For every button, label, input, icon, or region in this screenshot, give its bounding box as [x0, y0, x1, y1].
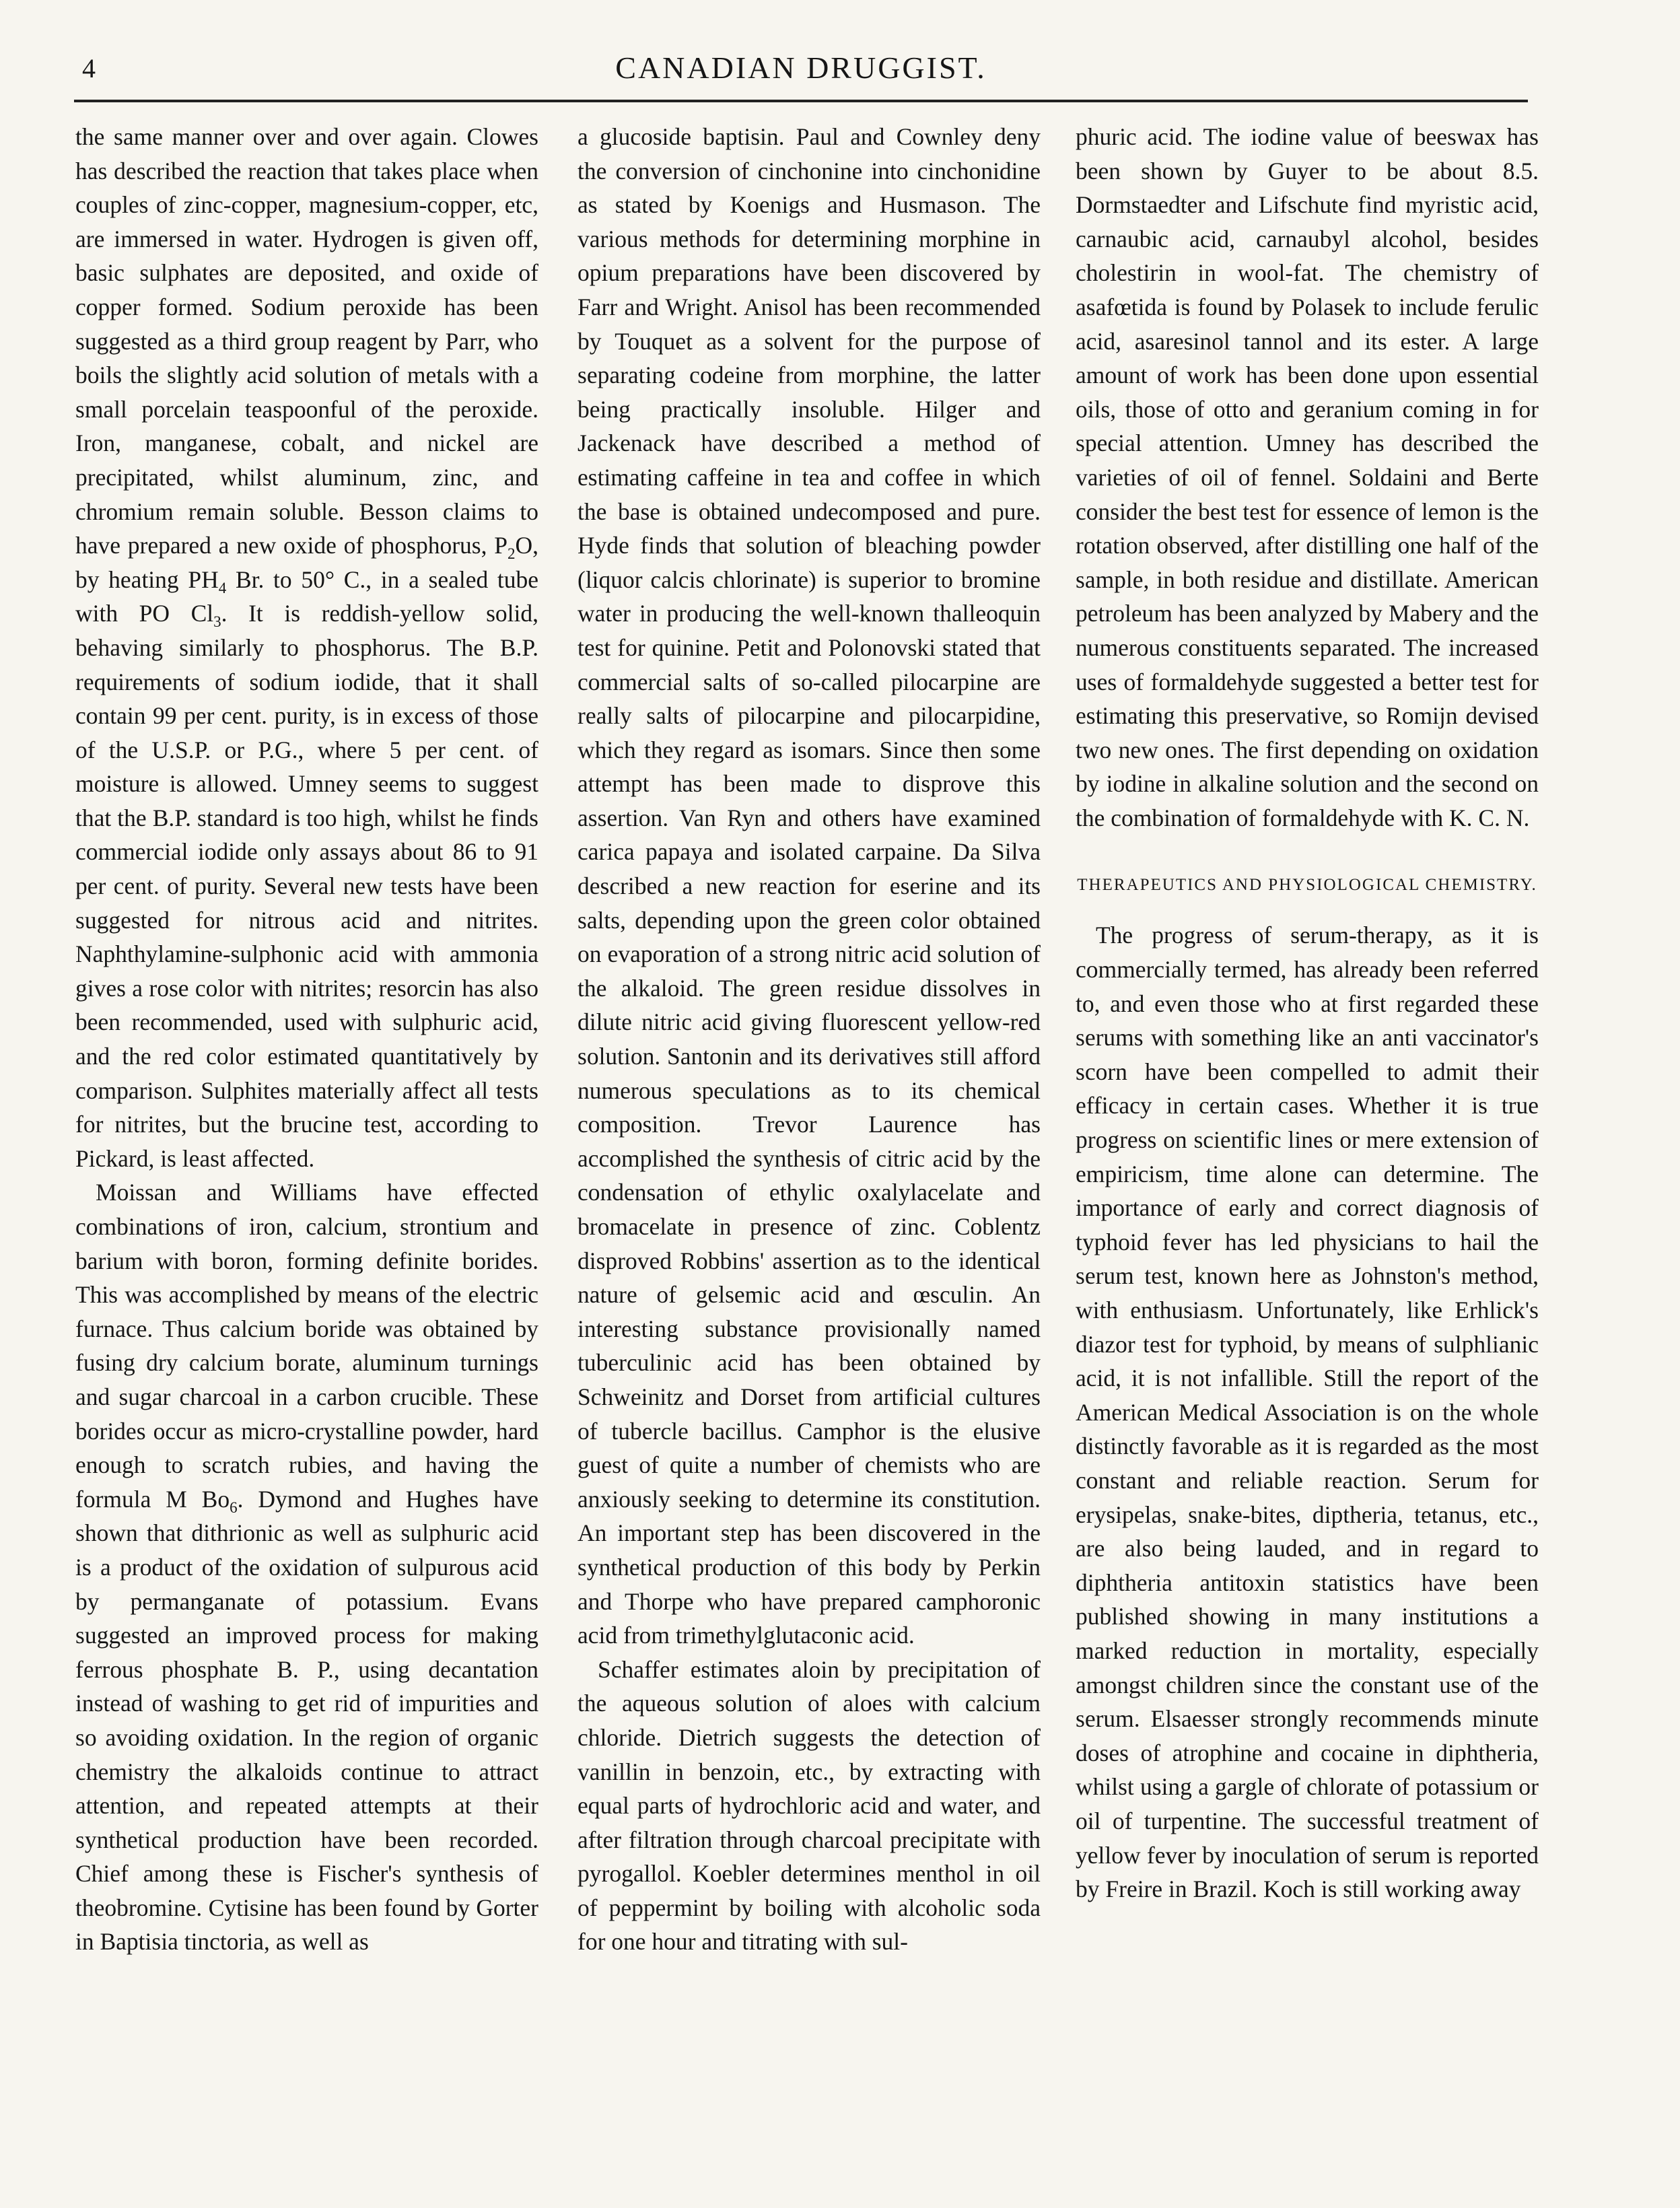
journal-title: CANADIAN DRUGGIST. [615, 50, 987, 85]
paragraph: a glucoside baptisin. Paul and Cownley deny the conversion of cinchonine into cinchonidine as stated by Koenigs and Husmason. The various methods for determining morphine in opium preparations have been discovered by Farr and Wright. Anisol has been recommended by Touquet as a solvent for the purpose of separating codeine from morphine, the latter being practically insoluble. Hilger and Jackenack have described a method of estimating caffeine in tea and coffee in which the base is obtained undecomposed and pure. Hyde finds that solution of bleaching powder (liquor calcis chlorinate) is superior to bromine water in producing the well-known thalleoquin test for quinine. Petit and Polonovski stated that commercial salts of so-called pilocarpine are really salts of pilocarpine and pilocarpidine, which they regard as isomars. Since then some attempt has been made to disprove this assertion. Van Ryn and others have examined carica papaya and isolated carpaine. Da Silva described a new reaction for eserine and its salts, depending upon the green color obtained on evaporation of a strong nitric acid solution of the alkaloid. The green residue dissolves in dilute nitric acid giving fluorescent yellow-red solution. Santonin and its derivatives still afford numerous speculations as to its chemical composition. Trevor Laurence has accomplished the synthesis of citric acid by the condensation of ethylic oxalylacelate and bromacelate in presence of zinc. Coblentz disproved Robbins' assertion as to the identical nature of gelsemic acid and œsculin. An interesting substance provisionally named tuberculinic acid has been obtained by Schweinitz and Dorset from artificial cultures of tubercle bacillus. Camphor is the elusive guest of quite a number of chemists who are anxiously seeking to determine its constitution. An important step has been discovered in the synthetical production of this body by Perkin and Thorpe who have prepared camphoronic acid from trimethylglutaconic acid. [578, 123, 1041, 1649]
text-column-3 [1076, 120, 1539, 2166]
page-header [74, 48, 1528, 102]
paragraph: Schaffer estimates aloin by precipitation of the aqueous solution of aloes with calcium chloride. Dietrich suggests the detection of vanillin in benzoin, etc., by extracting with equal parts of hydrochloric acid and water, and after filtration through charcoal precipitate with pyrogallol. Koebler determines menthol in oil of peppermint by boiling with alcoholic soda for one hour and titrating with sul- [578, 1655, 1041, 1956]
header-rule [74, 100, 1528, 102]
text-column-1 [75, 120, 538, 2166]
text-column-2 [578, 120, 1041, 2166]
paragraph: Moissan and Williams have effected combinations of iron, calcium, strontium and barium with boron, forming definite borides. This was accomplished by means of the electric furnace. Thus calcium boride was obtained by fusing dry calcium borate, aluminum turnings and sugar charcoal in a carbon crucible. These borides occur as micro-crystalline powder, hard enough to scratch rubies, and having the formula M $Bo_6$. Dymond and Hughes have shown that dithrionic as well as sulphuric acid is a product of the oxidation of sulpurous acid by permanganate of potassium. Evans suggested an improved process for making ferrous phosphate B. P., using decantation instead of washing to get rid of impurities and so avoiding oxidation. In the region of organic chemistry the alkaloids continue to attract attention, and repeated attempts at their synthetical production have been recorded. Chief among these is Fischer's synthesis of theobromine. Cytisine has been found by Gorter in Baptisia tinctoria, as well as [75, 1179, 538, 1956]
section-heading: THERAPEUTICS AND PHYSIOLOGICAL CHEMISTRY. [1077, 876, 1537, 895]
paragraph: The progress of serum-therapy, as it is commercially termed, has already been referred to, and even those who at first regarded these serums with something like an anti vaccinator's scorn have been compelled to admit their efficacy in certain cases. Whether it is true progress on scientific lines or mere extension of empiricism, time alone can determine. The importance of early and correct diagnosis of typhoid fever has led physicians to hail the serum test, known here as Johnston's method, with enthusiasm. Unfortunately, like Erhlick's diazor test for typhoid, by means of sulphlianic acid, it is not infallible. Still the report of the American Medical Association is on the whole distinctly favorable as it is regarded as the most constant and reliable reaction. Serum for erysipelas, snake-bites, diptheria, tetanus, etc., are also being lauded, and in regard to diphtheria antitoxin statistics have been published showing in many institutions a marked reduction in mortality, especially amongst children since the constant use of the serum. Elsaesser strongly recommends minute doses of atrophine and cocaine in diphtheria, whilst using a gargle of chlorate of potassium or oil of turpentine. The successful treatment of yellow fever by inoculation of serum is reported by Freire in Brazil. Koch is still working away [1076, 922, 1539, 1903]
page-number: 4 [82, 53, 96, 83]
paragraph: phuric acid. The iodine value of beeswax has been shown by Guyer to be about 8.5. Dormstaedter and Lifschute find myristic acid, carnaubic acid, carnaubyl alcohol, besides cholestirin in wool-fat. The chemistry of asafœtida is found by Polasek to include ferulic acid, asaresinol tannol and its ester. A large amount of work has been done upon essential oils, those of otto and geranium coming in for special attention. Umney has described the varieties of oil of fennel. Soldaini and Berte consider the best test for essence of lemon is the rotation observed, after distilling one half of the sample, in both residue and distillate. American petroleum has been analyzed by Mabery and the numerous constituents separated. The increased uses of formaldehyde suggested a better test for estimating this preservative, so Romijn devised two new ones. The first depending on oxidation by iodine in alkaline solution and the second on the combination of formaldehyde with K. C. N. [1076, 123, 1539, 831]
paragraph: the same manner over and over again. Clowes has described the reaction that takes place when couples of zinc-copper, magnesium-copper, etc, are immersed in water. Hydrogen is given off, basic sulphates are deposited, and oxide of copper formed. Sodium peroxide has been suggested as a third group reagent by Parr, who boils the slightly acid solution of metals with a small porcelain teaspoonful of the peroxide. Iron, manganese, cobalt, and nickel are precipitated, whilst aluminum, zinc, and chromium remain soluble. Besson claims to have prepared a new oxide of phosphorus, $P_2O$, by heating $PH_4$ Br. to 50° C., in a sealed tube with PO $Cl_3$. It is reddish-yellow solid, behaving similarly to phosphorus. The B.P. requirements of sodium iodide, that it shall contain 99 per cent. purity, is in excess of those of the U.S.P. or P.G., where 5 per cent. of moisture is allowed. Umney seems to suggest that the B.P. standard is too high, whilst he finds commercial iodide only assays about 86 to 91 per cent. of purity. Several new tests have been suggested for nitrous acid and nitrites. Naphthylamine-sulphonic acid with ammonia gives a rose color with nitrites; resorcin has also been recommended, used with sulphuric acid, and the red color estimated quantitatively by comparison. Sulphites materially affect all tests for nitrites, but the brucine test, according to Pickard, is least affected. [75, 123, 538, 1172]
